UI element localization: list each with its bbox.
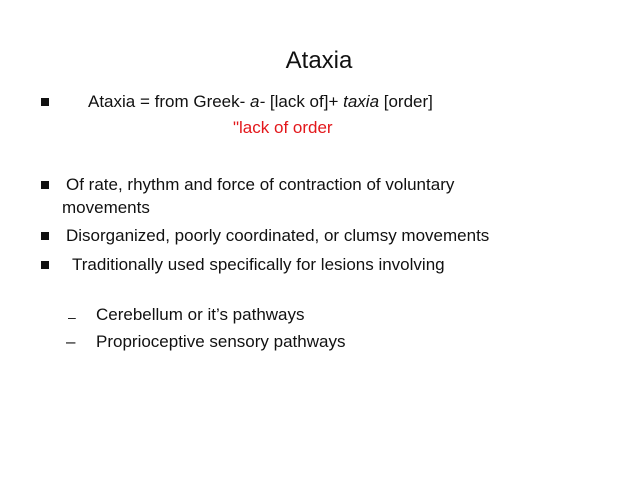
bullet-square-icon xyxy=(41,181,49,189)
bullet-square-icon xyxy=(41,98,49,106)
sub-bullet-2-text: Proprioceptive sensory pathways xyxy=(96,332,346,351)
bullet-square-icon xyxy=(41,261,49,269)
bullet-1-italic-a: a- xyxy=(250,92,266,111)
lack-of-order-quote: "lack of order xyxy=(233,118,333,137)
bullet-1-italic-taxia: taxia xyxy=(343,92,380,111)
bullet-4-text: Traditionally used specifically for lesions involving xyxy=(72,255,445,274)
bullet-1-text xyxy=(88,91,433,113)
bullet-1-suffix: [order] xyxy=(379,92,433,111)
sub-bullet-1-text: Cerebellum or it’s pathways xyxy=(96,305,305,324)
slide-title: Ataxia xyxy=(285,47,353,74)
bullet-2-line-2: movements xyxy=(62,198,150,217)
bullet-3-text: Disorganized, poorly coordinated, or clumsy movements xyxy=(66,226,490,245)
bullet-square-icon xyxy=(41,232,49,240)
bullet-2-line-1: Of rate, rhythm and force of contraction of voluntary xyxy=(66,175,455,194)
sub-bullet-dash: – xyxy=(68,309,76,325)
bullet-1-prefix: Ataxia = from Greek- xyxy=(88,92,251,111)
bullet-1-middle: [lack of]+ xyxy=(265,92,344,111)
sub-bullet-dash: – xyxy=(66,332,76,351)
